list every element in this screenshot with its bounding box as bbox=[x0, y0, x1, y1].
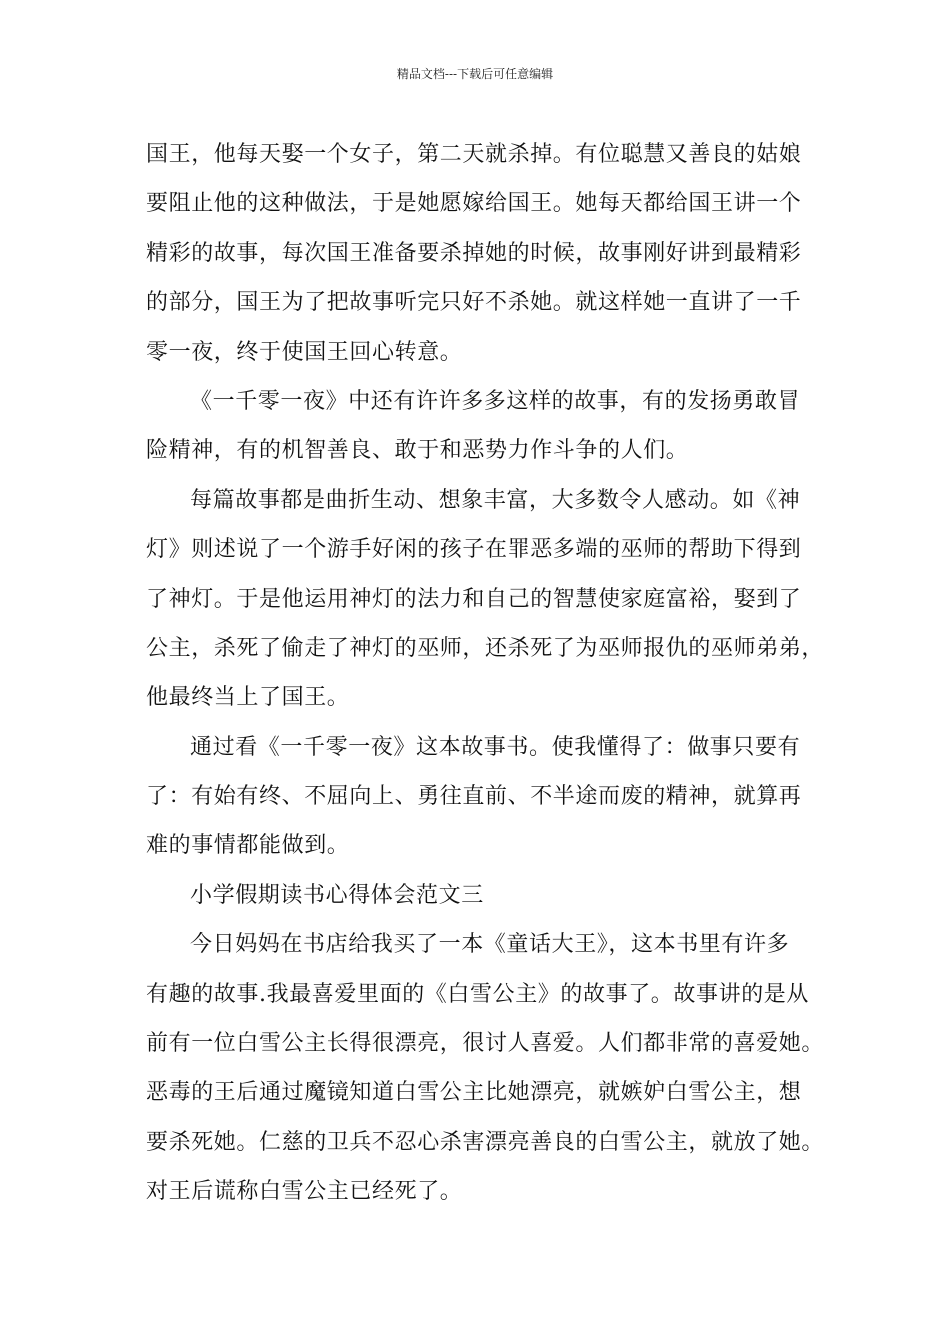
text-line: 要杀死她。仁慈的卫兵不忍心杀害漂亮善良的白雪公主，就放了她。 bbox=[146, 1129, 825, 1155]
text-line: 前有一位白雪公主长得很漂亮，很讨人喜爱。人们都非常的喜爱她。 bbox=[146, 1031, 825, 1057]
text-line: 公主，杀死了偷走了神灯的巫师，还杀死了为巫师报仇的巫师弟弟， bbox=[146, 635, 825, 661]
text-line: 了神灯。于是他运用神灯的法力和自己的智慧使家庭富裕，娶到了 bbox=[146, 586, 802, 612]
text-line: 难的事情都能做到。 bbox=[146, 833, 350, 859]
text-line: 了：有始有终、不屈向上、勇往直前、不半途而废的精神，就算再 bbox=[146, 784, 802, 810]
text-line: 他最终当上了国王。 bbox=[146, 685, 350, 711]
paragraph-first-line: 通过看《一千零一夜》这本故事书。使我懂得了：做事只要有 bbox=[190, 734, 801, 760]
text-line: 恶毒的王后通过魔镜知道白雪公主比她漂亮，就嫉妒白雪公主，想 bbox=[146, 1080, 802, 1106]
text-line: 国王，他每天娶一个女子，第二天就杀掉。有位聪慧又善良的姑娘 bbox=[146, 142, 802, 167]
text-line: 险精神，有的机智善良、敢于和恶势力作斗争的人们。 bbox=[146, 438, 689, 464]
text-line: 对王后谎称白雪公主已经死了。 bbox=[146, 1179, 463, 1205]
text-line: 零一夜，终于使国王回心转意。 bbox=[146, 339, 463, 365]
paragraph-first-line: 今日妈妈在书店给我买了一本《童话大王》，这本书里有许多 bbox=[190, 932, 790, 958]
text-line: 有趣的故事.我最喜爱里面的《白雪公主》的故事了。故事讲的是从 bbox=[146, 981, 809, 1007]
paragraph-first-line: 每篇故事都是曲折生动、想象丰富，大多数令人感动。如《神 bbox=[190, 487, 801, 513]
body-text bbox=[146, 130, 836, 1217]
text-line: 要阻止他的这种做法，于是她愿嫁给国王。她每天都给国王讲一个 bbox=[146, 191, 802, 217]
paragraph-first-line: 《一千零一夜》中还有许许多多这样的故事，有的发扬勇敢冒 bbox=[190, 388, 801, 414]
page-header: 精品文档---下载后可任意编辑 bbox=[396, 67, 554, 81]
text-line: 的部分，国王为了把故事听完只好不杀她。就这样她一直讲了一千 bbox=[146, 290, 802, 316]
text-line: 灯》则述说了一个游手好闲的孩子在罪恶多端的巫师的帮助下得到 bbox=[146, 537, 802, 563]
section-heading: 小学假期读书心得体会范文三 bbox=[190, 882, 484, 908]
text-line: 精彩的故事，每次国王准备要杀掉她的时候，故事刚好讲到最精彩 bbox=[146, 240, 802, 266]
